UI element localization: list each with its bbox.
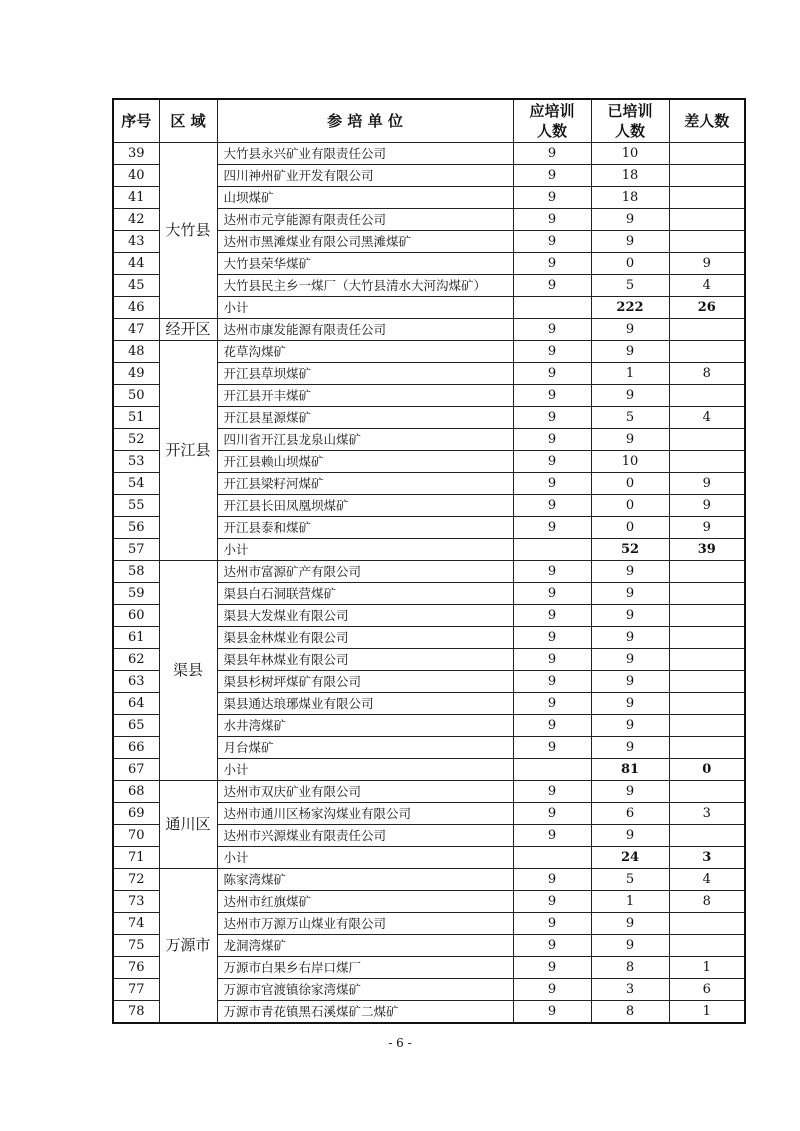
row-number: 49 [113, 363, 159, 385]
row-number: 71 [113, 847, 159, 869]
header-should-train-line1: 应培训 [529, 102, 575, 120]
trained-count: 3 [591, 979, 669, 1001]
table-row [113, 869, 745, 891]
row-number: 58 [113, 561, 159, 583]
should-train-count: 9 [513, 143, 591, 165]
trained-count: 1 [591, 891, 669, 913]
unit-name: 开江县长田凤凰坝煤矿 [217, 495, 513, 517]
gap-count [669, 341, 745, 363]
gap-count [669, 165, 745, 187]
gap-count: 0 [669, 759, 745, 781]
gap-count [669, 187, 745, 209]
gap-count [669, 583, 745, 605]
gap-count [669, 605, 745, 627]
trained-count: 6 [591, 803, 669, 825]
row-number: 43 [113, 231, 159, 253]
unit-name: 达州市黑滩煤业有限公司黑滩煤矿 [217, 231, 513, 253]
should-train-count: 9 [513, 715, 591, 737]
trained-count: 9 [591, 583, 669, 605]
gap-count [669, 451, 745, 473]
trained-count: 24 [591, 847, 669, 869]
gap-count [669, 319, 745, 341]
trained-count: 8 [591, 1001, 669, 1024]
should-train-count: 9 [513, 627, 591, 649]
should-train-count: 9 [513, 935, 591, 957]
gap-count [669, 781, 745, 803]
region-cell: 通川区 [159, 781, 217, 869]
trained-count: 9 [591, 935, 669, 957]
gap-count [669, 737, 745, 759]
unit-name: 大竹县荣华煤矿 [217, 253, 513, 275]
should-train-count: 9 [513, 319, 591, 341]
gap-count: 9 [669, 473, 745, 495]
region-cell: 开江县 [159, 341, 217, 561]
should-train-count: 9 [513, 517, 591, 539]
should-train-count: 9 [513, 825, 591, 847]
trained-count: 9 [591, 781, 669, 803]
gap-count: 4 [669, 275, 745, 297]
table-header-row [113, 99, 745, 143]
should-train-count: 9 [513, 737, 591, 759]
should-train-count [513, 297, 591, 319]
unit-name: 达州市康发能源有限责任公司 [217, 319, 513, 341]
table-row [113, 319, 745, 341]
row-number: 56 [113, 517, 159, 539]
row-number: 50 [113, 385, 159, 407]
unit-name: 大竹县民主乡一煤厂（大竹县清水大河沟煤矿） [217, 275, 513, 297]
row-number: 42 [113, 209, 159, 231]
row-number: 62 [113, 649, 159, 671]
unit-name: 达州市兴源煤业有限责任公司 [217, 825, 513, 847]
row-number: 48 [113, 341, 159, 363]
should-train-count: 9 [513, 451, 591, 473]
trained-count: 10 [591, 451, 669, 473]
should-train-count: 9 [513, 473, 591, 495]
trained-count: 9 [591, 737, 669, 759]
trained-count: 9 [591, 671, 669, 693]
unit-name: 万源市官渡镇徐家湾煤矿 [217, 979, 513, 1001]
header-gap: 差人数 [669, 99, 745, 143]
row-number: 53 [113, 451, 159, 473]
gap-count [669, 561, 745, 583]
row-number: 41 [113, 187, 159, 209]
unit-name: 开江县开丰煤矿 [217, 385, 513, 407]
unit-name: 小计 [217, 847, 513, 869]
row-number: 69 [113, 803, 159, 825]
gap-count [669, 209, 745, 231]
should-train-count [513, 847, 591, 869]
unit-name: 花草沟煤矿 [217, 341, 513, 363]
should-train-count: 9 [513, 803, 591, 825]
gap-count: 9 [669, 253, 745, 275]
trained-count: 9 [591, 319, 669, 341]
gap-count: 4 [669, 407, 745, 429]
unit-name: 山坝煤矿 [217, 187, 513, 209]
unit-name: 达州市富源矿产有限公司 [217, 561, 513, 583]
row-number: 44 [113, 253, 159, 275]
trained-count: 18 [591, 165, 669, 187]
row-number: 55 [113, 495, 159, 517]
table-body [113, 143, 745, 1024]
unit-name: 达州市万源万山煤业有限公司 [217, 913, 513, 935]
trained-count: 18 [591, 187, 669, 209]
unit-name: 达州市双庆矿业有限公司 [217, 781, 513, 803]
trained-count: 9 [591, 231, 669, 253]
unit-name: 达州市通川区杨家沟煤业有限公司 [217, 803, 513, 825]
page-number: - 6 - [388, 1036, 412, 1050]
should-train-count: 9 [513, 407, 591, 429]
gap-count [669, 143, 745, 165]
unit-name: 万源市白果乡右岸口煤厂 [217, 957, 513, 979]
should-train-count: 9 [513, 429, 591, 451]
gap-count: 1 [669, 1001, 745, 1024]
trained-count: 0 [591, 473, 669, 495]
unit-name: 达州市红旗煤矿 [217, 891, 513, 913]
row-number: 51 [113, 407, 159, 429]
gap-count [669, 693, 745, 715]
trained-count: 9 [591, 561, 669, 583]
gap-count [669, 231, 745, 253]
region-cell: 渠县 [159, 561, 217, 781]
should-train-count: 9 [513, 605, 591, 627]
row-number: 59 [113, 583, 159, 605]
should-train-count: 9 [513, 385, 591, 407]
trained-count: 1 [591, 363, 669, 385]
header-trained-line2: 人数 [614, 122, 645, 140]
unit-name: 渠县杉树坪煤矿有限公司 [217, 671, 513, 693]
trained-count: 5 [591, 407, 669, 429]
trained-count: 9 [591, 913, 669, 935]
trained-count: 9 [591, 825, 669, 847]
row-number: 54 [113, 473, 159, 495]
unit-name: 渠县大发煤业有限公司 [217, 605, 513, 627]
should-train-count: 9 [513, 209, 591, 231]
should-train-count: 9 [513, 363, 591, 385]
trained-count: 9 [591, 209, 669, 231]
row-number: 47 [113, 319, 159, 341]
should-train-count: 9 [513, 1001, 591, 1024]
row-number: 73 [113, 891, 159, 913]
training-table [112, 98, 746, 1024]
gap-count: 26 [669, 297, 745, 319]
table-row [113, 781, 745, 803]
gap-count [669, 429, 745, 451]
row-number: 61 [113, 627, 159, 649]
gap-count: 6 [669, 979, 745, 1001]
should-train-count: 9 [513, 341, 591, 363]
row-number: 60 [113, 605, 159, 627]
should-train-count: 9 [513, 693, 591, 715]
should-train-count: 9 [513, 165, 591, 187]
table-row [113, 143, 745, 165]
row-number: 66 [113, 737, 159, 759]
unit-name: 开江县草坝煤矿 [217, 363, 513, 385]
should-train-count: 9 [513, 957, 591, 979]
row-number: 64 [113, 693, 159, 715]
should-train-count: 9 [513, 231, 591, 253]
should-train-count: 9 [513, 913, 591, 935]
unit-name: 开江县泰和煤矿 [217, 517, 513, 539]
should-train-count: 9 [513, 891, 591, 913]
gap-count: 3 [669, 803, 745, 825]
header-seq: 序号 [113, 99, 159, 143]
row-number: 65 [113, 715, 159, 737]
gap-count: 39 [669, 539, 745, 561]
gap-count: 3 [669, 847, 745, 869]
gap-count [669, 627, 745, 649]
trained-count: 9 [591, 627, 669, 649]
unit-name: 达州市元亨能源有限责任公司 [217, 209, 513, 231]
gap-count: 9 [669, 495, 745, 517]
trained-count: 10 [591, 143, 669, 165]
gap-count: 4 [669, 869, 745, 891]
trained-count: 222 [591, 297, 669, 319]
should-train-count [513, 759, 591, 781]
unit-name: 渠县金林煤业有限公司 [217, 627, 513, 649]
row-number: 39 [113, 143, 159, 165]
row-number: 75 [113, 935, 159, 957]
should-train-count: 9 [513, 649, 591, 671]
gap-count: 8 [669, 363, 745, 385]
unit-name: 龙洞湾煤矿 [217, 935, 513, 957]
row-number: 74 [113, 913, 159, 935]
should-train-count: 9 [513, 869, 591, 891]
table-row [113, 341, 745, 363]
row-number: 76 [113, 957, 159, 979]
should-train-count: 9 [513, 583, 591, 605]
should-train-count: 9 [513, 495, 591, 517]
row-number: 78 [113, 1001, 159, 1024]
trained-count: 0 [591, 495, 669, 517]
row-number: 40 [113, 165, 159, 187]
trained-count: 52 [591, 539, 669, 561]
trained-count: 8 [591, 957, 669, 979]
region-cell: 经开区 [159, 319, 217, 341]
unit-name: 开江县星源煤矿 [217, 407, 513, 429]
should-train-count: 9 [513, 561, 591, 583]
should-train-count [513, 539, 591, 561]
should-train-count: 9 [513, 979, 591, 1001]
trained-count: 9 [591, 693, 669, 715]
unit-name: 陈家湾煤矿 [217, 869, 513, 891]
row-number: 72 [113, 869, 159, 891]
trained-count: 9 [591, 649, 669, 671]
header-unit: 参 培 单 位 [217, 99, 513, 143]
trained-count: 9 [591, 341, 669, 363]
gap-count [669, 671, 745, 693]
region-cell: 万源市 [159, 869, 217, 1024]
header-region: 区 域 [159, 99, 217, 143]
gap-count [669, 385, 745, 407]
gap-count [669, 935, 745, 957]
trained-count: 9 [591, 605, 669, 627]
gap-count [669, 715, 745, 737]
should-train-count: 9 [513, 275, 591, 297]
gap-count: 9 [669, 517, 745, 539]
should-train-count: 9 [513, 253, 591, 275]
trained-count: 5 [591, 275, 669, 297]
trained-count: 9 [591, 429, 669, 451]
table-row [113, 561, 745, 583]
unit-name: 开江县赖山坝煤矿 [217, 451, 513, 473]
should-train-count: 9 [513, 187, 591, 209]
should-train-count: 9 [513, 781, 591, 803]
unit-name: 万源市青花镇黑石溪煤矿二煤矿 [217, 1001, 513, 1024]
should-train-count: 9 [513, 671, 591, 693]
trained-count: 0 [591, 253, 669, 275]
unit-name: 开江县梁籽河煤矿 [217, 473, 513, 495]
row-number: 68 [113, 781, 159, 803]
unit-name: 四川省开江县龙泉山煤矿 [217, 429, 513, 451]
header-trained [591, 99, 669, 143]
trained-count: 81 [591, 759, 669, 781]
trained-count: 5 [591, 869, 669, 891]
unit-name: 大竹县永兴矿业有限责任公司 [217, 143, 513, 165]
unit-name: 渠县通达琅琊煤业有限公司 [217, 693, 513, 715]
row-number: 57 [113, 539, 159, 561]
header-should-train [513, 99, 591, 143]
gap-count: 8 [669, 891, 745, 913]
unit-name: 小计 [217, 759, 513, 781]
header-should-train-line2: 人数 [536, 122, 567, 140]
unit-name: 水井湾煤矿 [217, 715, 513, 737]
row-number: 45 [113, 275, 159, 297]
trained-count: 9 [591, 385, 669, 407]
trained-count: 0 [591, 517, 669, 539]
gap-count [669, 825, 745, 847]
unit-name: 小计 [217, 539, 513, 561]
gap-count [669, 649, 745, 671]
unit-name: 小计 [217, 297, 513, 319]
row-number: 46 [113, 297, 159, 319]
row-number: 70 [113, 825, 159, 847]
header-trained-line1: 已培训 [607, 102, 653, 120]
row-number: 77 [113, 979, 159, 1001]
region-cell: 大竹县 [159, 143, 217, 319]
gap-count: 1 [669, 957, 745, 979]
unit-name: 渠县年林煤业有限公司 [217, 649, 513, 671]
unit-name: 渠县白石洞联营煤矿 [217, 583, 513, 605]
row-number: 63 [113, 671, 159, 693]
gap-count [669, 913, 745, 935]
unit-name: 月台煤矿 [217, 737, 513, 759]
row-number: 67 [113, 759, 159, 781]
unit-name: 四川神州矿业开发有限公司 [217, 165, 513, 187]
row-number: 52 [113, 429, 159, 451]
trained-count: 9 [591, 715, 669, 737]
